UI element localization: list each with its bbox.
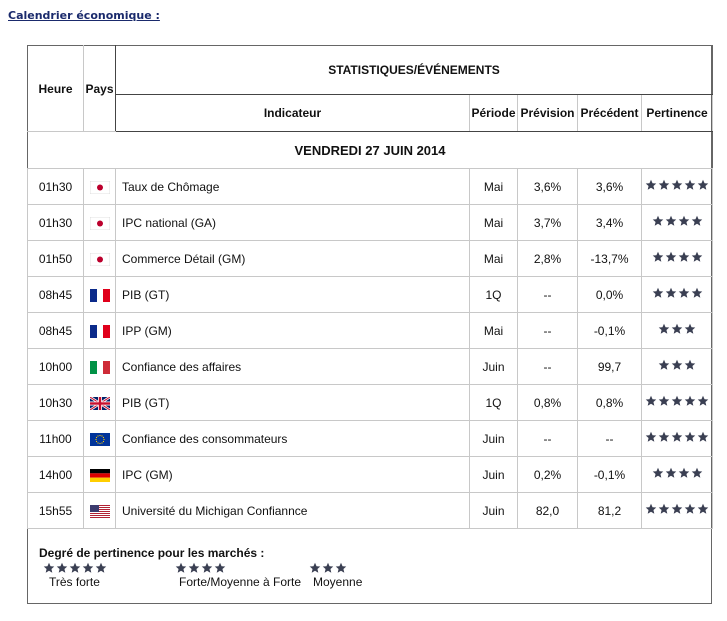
eu-flag-icon bbox=[90, 433, 110, 446]
star-icon bbox=[665, 467, 677, 479]
star-icon bbox=[684, 503, 696, 515]
row-indicateur: Confiance des consommateurs bbox=[116, 421, 470, 457]
row-prevision: -- bbox=[518, 421, 578, 457]
col-header-pertinence: Pertinence bbox=[642, 95, 713, 132]
star-icon bbox=[175, 562, 187, 574]
star-icon bbox=[652, 251, 664, 263]
star-icon bbox=[658, 359, 670, 371]
row-indicateur: IPP (GM) bbox=[116, 313, 470, 349]
pertinence-stars bbox=[658, 359, 696, 371]
legend-label: Moyenne bbox=[313, 575, 363, 589]
pertinence-stars bbox=[652, 467, 703, 479]
usa-flag-icon bbox=[90, 505, 110, 518]
row-heure: 08h45 bbox=[28, 277, 84, 313]
legend-stars bbox=[309, 562, 347, 574]
star-icon bbox=[652, 215, 664, 227]
japan-flag-icon bbox=[90, 217, 110, 230]
row-prevision: 0,2% bbox=[518, 457, 578, 493]
row-heure: 08h45 bbox=[28, 313, 84, 349]
star-icon bbox=[658, 323, 670, 335]
row-periode: Juin bbox=[470, 349, 518, 385]
legend-label: Très forte bbox=[49, 575, 100, 589]
row-pays bbox=[84, 457, 116, 493]
row-indicateur: IPC national (GA) bbox=[116, 205, 470, 241]
table-row bbox=[28, 313, 713, 349]
star-icon bbox=[684, 359, 696, 371]
row-periode: Mai bbox=[470, 241, 518, 277]
row-periode: 1Q bbox=[470, 385, 518, 421]
italy-flag-icon bbox=[90, 361, 110, 374]
row-pays bbox=[84, 205, 116, 241]
japan-flag-icon bbox=[90, 253, 110, 266]
row-precedent: 99,7 bbox=[578, 349, 642, 385]
row-prevision: 82,0 bbox=[518, 493, 578, 529]
row-pays bbox=[84, 493, 116, 529]
france-flag-icon bbox=[90, 289, 110, 302]
row-precedent: 0,0% bbox=[578, 277, 642, 313]
row-pays bbox=[84, 241, 116, 277]
row-periode: Mai bbox=[470, 169, 518, 205]
table-row bbox=[28, 169, 713, 205]
pertinence-stars bbox=[652, 215, 703, 227]
row-pertinence bbox=[642, 277, 713, 313]
table-row bbox=[28, 457, 713, 493]
table-row bbox=[28, 349, 713, 385]
page-title: Calendrier économique : bbox=[8, 9, 160, 22]
col-header-periode: Période bbox=[470, 95, 518, 132]
pertinence-stars bbox=[658, 323, 696, 335]
pertinence-stars bbox=[652, 287, 703, 299]
row-heure: 01h30 bbox=[28, 205, 84, 241]
table-row bbox=[28, 277, 713, 313]
star-icon bbox=[671, 323, 683, 335]
row-pays bbox=[84, 349, 116, 385]
star-icon bbox=[678, 287, 690, 299]
star-icon bbox=[697, 503, 709, 515]
row-pertinence bbox=[642, 349, 713, 385]
row-pertinence bbox=[642, 241, 713, 277]
row-heure: 11h00 bbox=[28, 421, 84, 457]
pertinence-stars bbox=[645, 431, 709, 443]
star-icon bbox=[658, 395, 670, 407]
star-icon bbox=[658, 503, 670, 515]
row-precedent: -- bbox=[578, 421, 642, 457]
legend-stars bbox=[175, 562, 226, 574]
star-icon bbox=[214, 562, 226, 574]
row-indicateur: Université du Michigan Confiannce bbox=[116, 493, 470, 529]
row-heure: 01h50 bbox=[28, 241, 84, 277]
star-icon bbox=[56, 562, 68, 574]
row-periode: Juin bbox=[470, 457, 518, 493]
star-icon bbox=[697, 395, 709, 407]
star-icon bbox=[684, 179, 696, 191]
row-precedent: 3,6% bbox=[578, 169, 642, 205]
row-periode: Juin bbox=[470, 493, 518, 529]
row-pertinence bbox=[642, 385, 713, 421]
row-precedent: -0,1% bbox=[578, 457, 642, 493]
star-icon bbox=[645, 431, 657, 443]
star-icon bbox=[322, 562, 334, 574]
row-indicateur: Commerce Détail (GM) bbox=[116, 241, 470, 277]
row-prevision: 3,7% bbox=[518, 205, 578, 241]
row-precedent: -0,1% bbox=[578, 313, 642, 349]
row-heure: 01h30 bbox=[28, 169, 84, 205]
pertinence-stars bbox=[645, 179, 709, 191]
star-icon bbox=[697, 179, 709, 191]
star-icon bbox=[95, 562, 107, 574]
row-heure: 15h55 bbox=[28, 493, 84, 529]
star-icon bbox=[678, 467, 690, 479]
relevance-legend bbox=[39, 545, 709, 600]
col-header-statistiques: STATISTIQUES/ÉVÉNEMENTS bbox=[116, 46, 713, 95]
star-icon bbox=[652, 467, 664, 479]
table-row bbox=[28, 421, 713, 457]
table-row bbox=[28, 205, 713, 241]
row-pertinence bbox=[642, 493, 713, 529]
row-periode: Juin bbox=[470, 421, 518, 457]
row-indicateur: PIB (GT) bbox=[116, 277, 470, 313]
row-prevision: 0,8% bbox=[518, 385, 578, 421]
legend-title: Degré de pertinence pour les marchés : bbox=[39, 546, 265, 560]
row-prevision: 3,6% bbox=[518, 169, 578, 205]
star-icon bbox=[671, 395, 683, 407]
table-row bbox=[28, 241, 713, 277]
star-icon bbox=[652, 287, 664, 299]
star-icon bbox=[678, 251, 690, 263]
pertinence-stars bbox=[645, 503, 709, 515]
star-icon bbox=[309, 562, 321, 574]
row-indicateur: PIB (GT) bbox=[116, 385, 470, 421]
table-row bbox=[28, 385, 713, 421]
star-icon bbox=[82, 562, 94, 574]
row-pertinence bbox=[642, 421, 713, 457]
star-icon bbox=[645, 395, 657, 407]
star-icon bbox=[658, 179, 670, 191]
row-prevision: 2,8% bbox=[518, 241, 578, 277]
row-pertinence bbox=[642, 313, 713, 349]
star-icon bbox=[335, 562, 347, 574]
germany-flag-icon bbox=[90, 469, 110, 482]
row-prevision: -- bbox=[518, 313, 578, 349]
star-icon bbox=[684, 395, 696, 407]
row-indicateur: Taux de Chômage bbox=[116, 169, 470, 205]
row-prevision: -- bbox=[518, 277, 578, 313]
row-periode: Mai bbox=[470, 313, 518, 349]
row-periode: Mai bbox=[470, 205, 518, 241]
star-icon bbox=[691, 215, 703, 227]
row-precedent: 81,2 bbox=[578, 493, 642, 529]
legend-label: Forte/Moyenne à Forte bbox=[179, 575, 302, 589]
star-icon bbox=[678, 215, 690, 227]
row-pays bbox=[84, 385, 116, 421]
calendar-table bbox=[27, 45, 713, 529]
pertinence-stars bbox=[645, 395, 709, 407]
star-icon bbox=[43, 562, 55, 574]
row-heure: 10h30 bbox=[28, 385, 84, 421]
row-pays bbox=[84, 169, 116, 205]
star-icon bbox=[645, 503, 657, 515]
row-pays bbox=[84, 277, 116, 313]
pertinence-stars bbox=[652, 251, 703, 263]
star-icon bbox=[671, 179, 683, 191]
row-pertinence bbox=[642, 457, 713, 493]
row-heure: 10h00 bbox=[28, 349, 84, 385]
col-header-indicateur: Indicateur bbox=[116, 95, 470, 132]
row-indicateur: IPC (GM) bbox=[116, 457, 470, 493]
row-pertinence bbox=[642, 205, 713, 241]
table-row bbox=[28, 493, 713, 529]
row-indicateur: Confiance des affaires bbox=[116, 349, 470, 385]
star-icon bbox=[645, 179, 657, 191]
star-icon bbox=[691, 287, 703, 299]
row-periode: 1Q bbox=[470, 277, 518, 313]
row-pays bbox=[84, 313, 116, 349]
star-icon bbox=[188, 562, 200, 574]
row-precedent: 3,4% bbox=[578, 205, 642, 241]
star-icon bbox=[691, 251, 703, 263]
star-icon bbox=[201, 562, 213, 574]
star-icon bbox=[684, 431, 696, 443]
star-icon bbox=[671, 359, 683, 371]
star-icon bbox=[697, 431, 709, 443]
col-header-pays: Pays bbox=[84, 46, 116, 132]
star-icon bbox=[665, 251, 677, 263]
star-icon bbox=[671, 431, 683, 443]
row-pays bbox=[84, 421, 116, 457]
row-heure: 14h00 bbox=[28, 457, 84, 493]
col-header-precedent: Précédent bbox=[578, 95, 642, 132]
row-prevision: -- bbox=[518, 349, 578, 385]
col-header-heure: Heure bbox=[28, 46, 84, 132]
legend-stars bbox=[43, 562, 107, 574]
row-pertinence bbox=[642, 169, 713, 205]
star-icon bbox=[665, 215, 677, 227]
day-heading: VENDREDI 27 JUIN 2014 bbox=[28, 132, 713, 169]
star-icon bbox=[69, 562, 81, 574]
star-icon bbox=[671, 503, 683, 515]
col-header-prevision: Prévision bbox=[518, 95, 578, 132]
star-icon bbox=[691, 467, 703, 479]
star-icon bbox=[684, 323, 696, 335]
star-icon bbox=[665, 287, 677, 299]
row-precedent: -13,7% bbox=[578, 241, 642, 277]
star-icon bbox=[658, 431, 670, 443]
uk-flag-icon bbox=[90, 397, 110, 410]
row-precedent: 0,8% bbox=[578, 385, 642, 421]
france-flag-icon bbox=[90, 325, 110, 338]
japan-flag-icon bbox=[90, 181, 110, 194]
